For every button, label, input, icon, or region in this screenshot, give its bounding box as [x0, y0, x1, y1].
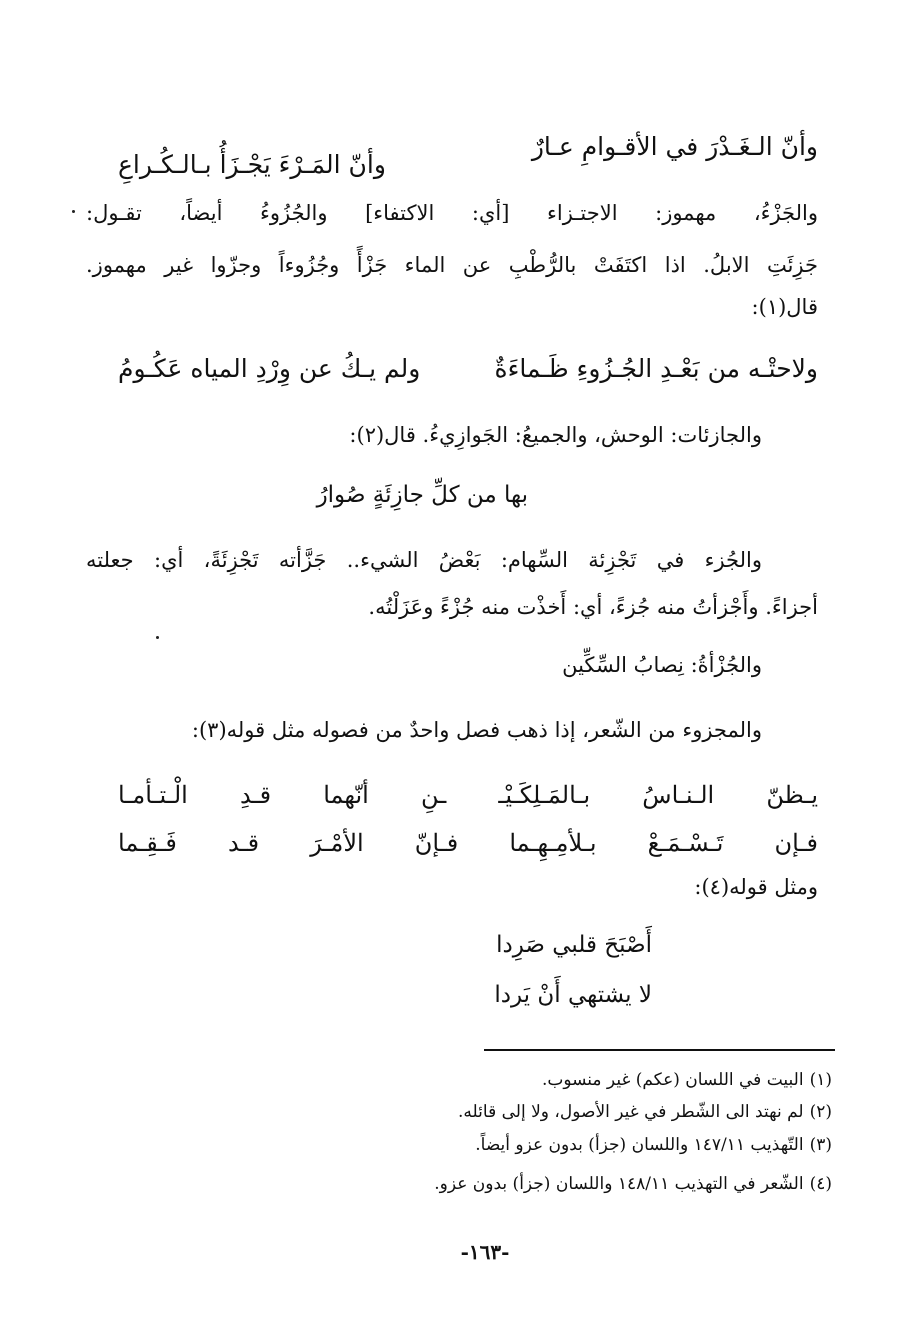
- scan-speck: [156, 636, 159, 639]
- verse-4-word: تَـسْـمَـعْ: [647, 829, 724, 857]
- verse-4-line-1: [118, 778, 818, 812]
- para-1-line-3: قال(١):: [751, 295, 818, 319]
- verse-4-word: قـدِ: [239, 781, 272, 809]
- footnote-text: لم نهتد الى الشّطر في غير الأصول، ولا إلى قائله.: [458, 1102, 804, 1122]
- footnote-number: (٣): [809, 1135, 832, 1155]
- para-3-line-1: والجُزء في تَجْزِئة السِّهام: بَعْضُ الشيء.. جَزَّأته تَجْزِئَةً، أي: جعلته: [86, 548, 762, 572]
- footnote-number: (١): [809, 1070, 832, 1090]
- verse-5-line-2: لا يشتهي أَنْ يَردا: [494, 982, 652, 1008]
- verse-5-line-1: أَصْبَحَ قلبي صَرِدا: [496, 932, 652, 958]
- verse-2: [118, 352, 818, 386]
- verse-4-word: بـلأمِـهِـما: [509, 829, 597, 857]
- verse-1: [118, 130, 818, 182]
- page-number: -١٦٣-: [460, 1240, 510, 1264]
- para-1-line-1: والجَزْءُ، مهموز: الاجتـزاء [أي: الاكتفاء] والجُزُوءُ أيضاً، تقـول:: [86, 201, 818, 225]
- para-6-line: ومثل قوله(٤):: [694, 875, 818, 899]
- para-2-line: والجازئات: الوحش، والجميعُ: الجَوازِيءُ. قال(٢):: [349, 423, 762, 447]
- para-1-line-2: جَزِئَتِ الابلُ. اذا اكتَفَتْ بالرُّطْبِ عن الماء جَزْأً وجُزُوءاً وجزّوا غير مهموز.: [86, 253, 818, 277]
- footnote-number: (٢): [809, 1102, 832, 1122]
- footnote-text: التّهذيب ١٤٧/١١ واللسان (جزأ) بدون عزو أيضاً.: [475, 1135, 804, 1155]
- verse-2-left-hemistich: ولم يـكُ عن وِرْدِ المياه عَكُـومُ: [118, 354, 421, 383]
- verse-1-left-hemistich: وأنّ المَـرْءَ يَجْـزَأُ بـالـكُـراعِ: [118, 150, 386, 179]
- footnote-text: الشّعر في التهذيب ١٤٨/١١ واللسان (جزأ) بدون عزو.: [434, 1174, 804, 1194]
- verse-4-word: فـإنّ: [414, 829, 459, 857]
- verse-4-word: الـنـاسُ: [642, 781, 715, 809]
- verse-4-word: قـد: [227, 829, 260, 857]
- footnote-text: البيت في اللسان (عكم) غير منسوب.: [541, 1070, 804, 1090]
- verse-2-right-hemistich: ولاحتْـه من بَعْـدِ الجُـزُوءِ ظَـماءَةٌ: [494, 354, 818, 383]
- para-5-line: والمجزوء من الشّعر، إذا ذهب فصل واحدٌ من فصوله مثل قوله(٣):: [191, 718, 762, 742]
- verse-4-word: الأمْـرَ: [310, 829, 364, 857]
- verse-4-word: أنّهما: [323, 781, 369, 809]
- verse-4-word: فـإن: [774, 829, 818, 857]
- scan-speck: [72, 210, 75, 213]
- footnote-4: [434, 1172, 832, 1196]
- para-3-line-2: أجزاءً. وأَجْزأتُ منه جُزءً، أي: أَخذْت منه جُزْءً وعَزَلْتُه.: [368, 595, 818, 619]
- verse-4-line-2: [118, 826, 818, 860]
- footnote-3: [475, 1133, 832, 1157]
- footnote-separator: [484, 1049, 835, 1051]
- footnote-1: [542, 1068, 832, 1092]
- verse-4-word: بـالمَـلِكَـيْـ: [498, 781, 591, 809]
- verse-4-word: ـنِ: [420, 781, 447, 809]
- footnote-number: (٤): [809, 1174, 832, 1194]
- verse-1-right-hemistich: وأنّ الـغَـدْرَ في الأقـوامِ عـارٌ: [531, 132, 818, 161]
- verse-3: بها من كلِّ جازِئَةٍ صُوارُ: [316, 482, 528, 508]
- verse-4-word: الْـتـأمـا: [118, 781, 188, 809]
- para-4-line: والجُزْأةُ: نِصابُ السِّكِّين: [562, 653, 762, 677]
- verse-4-word: يـظنّ: [766, 781, 818, 809]
- footnote-2: [458, 1100, 832, 1124]
- verse-4-word: فَـقِـما: [118, 829, 177, 857]
